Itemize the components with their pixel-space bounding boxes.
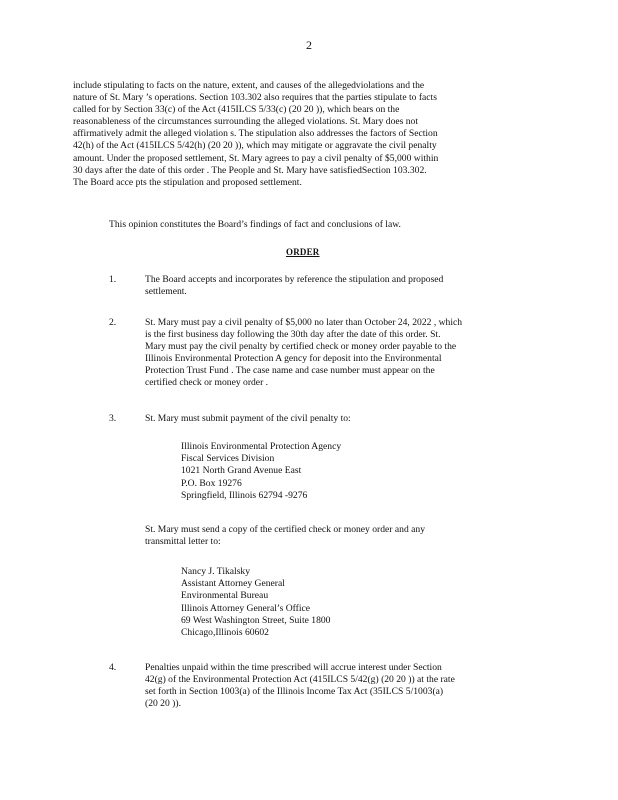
- intro-line: include stipulating to facts on the nature, extent, and causes of the allegedviolations and the: [73, 80, 425, 91]
- item-number: 3.: [109, 413, 117, 424]
- item-line: Mary must pay the civil penalty by certified check or money order payable to the: [145, 341, 457, 353]
- item-line: 42(g) of the Environmental Protection Act (415ILCS 5/42(g) (20 20 )) at the rate: [145, 674, 455, 686]
- address-line: Environmental Bureau: [181, 590, 269, 602]
- opinion-statement: This opinion constitutes the Board’s findings of fact and conclusions of law.: [109, 219, 401, 230]
- item-body: [145, 662, 535, 710]
- payment-address: [181, 441, 341, 502]
- item-number: 4.: [109, 662, 117, 673]
- address-line: Springfield, Illinois 62794 -9276: [181, 489, 308, 501]
- intro-paragraph: [73, 80, 533, 189]
- item-line: Illinois Environmental Protection A gency for deposit into the Environmental: [145, 353, 442, 365]
- address-line: Nancy J. Tikalsky: [181, 566, 251, 577]
- item-body: [145, 274, 535, 298]
- copy-instruction: [145, 524, 535, 548]
- item-line: St. Mary must pay a civil penalty of $5,000 no later than October 24, 2022 , which: [145, 317, 463, 328]
- item-body: [145, 317, 535, 390]
- address-line: Illinois Attorney General’s Office: [181, 602, 311, 614]
- item-number: 1.: [109, 274, 117, 285]
- page-number: 2: [306, 38, 312, 52]
- item-body: [145, 413, 535, 425]
- instruction-line: transmittal letter to:: [145, 536, 221, 548]
- instruction-line: St. Mary must send a copy of the certified check or money order and any: [145, 524, 425, 535]
- item-line: Penalties unpaid within the time prescribed will accrue interest under Section: [145, 662, 442, 673]
- item-line: settlement.: [145, 286, 187, 298]
- address-line: P.O. Box 19276: [181, 477, 242, 489]
- address-line: 69 West Washington Street, Suite 1800: [181, 614, 331, 626]
- address-line: Chicago,Illinois 60602: [181, 627, 269, 639]
- item-line: is the first business day following the 30th day after the date of this order. St.: [145, 329, 441, 341]
- copy-recipient-address: [181, 566, 330, 639]
- address-line: Fiscal Services Division: [181, 453, 275, 465]
- intro-line: nature of St. Mary ’s operations. Section 103.302 also requires that the parties stipulate to facts: [73, 92, 437, 104]
- address-line: Illinois Environmental Protection Agency: [181, 441, 342, 452]
- intro-line: called for by Section 33(c) of the Act (415ILCS 5/33(c) (20 20 )), which bears on the: [73, 104, 400, 116]
- intro-line: 42(h) of the Act (415ILCS 5/42(h) (20 20 )), which may mitigate or aggravate the civil penalty: [73, 140, 437, 152]
- intro-line: reasonableness of the circumstances surrounding the alleged violations. St. Mary does not: [73, 116, 419, 128]
- item-number: 2.: [109, 317, 117, 328]
- item-line: St. Mary must submit payment of the civil penalty to:: [145, 413, 351, 424]
- item-line: Protection Trust Fund . The case name and case number must appear on the: [145, 365, 435, 377]
- intro-line: 30 days after the date of this order . The People and St. Mary have satisfiedSection 103.302.: [73, 164, 427, 176]
- address-line: Assistant Attorney General: [181, 578, 285, 590]
- intro-line: affirmatively admit the alleged violation s. The stipulation also addresses the factors of Section: [73, 128, 438, 140]
- item-line: certified check or money order .: [145, 377, 269, 389]
- order-heading: ORDER: [286, 247, 320, 257]
- item-line: (20 20 )).: [145, 698, 181, 710]
- item-line: set forth in Section 1003(a) of the Illinois Income Tax Act (35ILCS 5/1003(a): [145, 686, 444, 698]
- intro-line: amount. Under the proposed settlement, St. Mary agrees to pay a civil penalty of $5,000 within: [73, 152, 439, 164]
- address-line: 1021 North Grand Avenue East: [181, 465, 302, 477]
- intro-line: The Board acce pts the stipulation and proposed settlement.: [73, 176, 302, 188]
- item-line: The Board accepts and incorporates by reference the stipulation and proposed: [145, 274, 444, 285]
